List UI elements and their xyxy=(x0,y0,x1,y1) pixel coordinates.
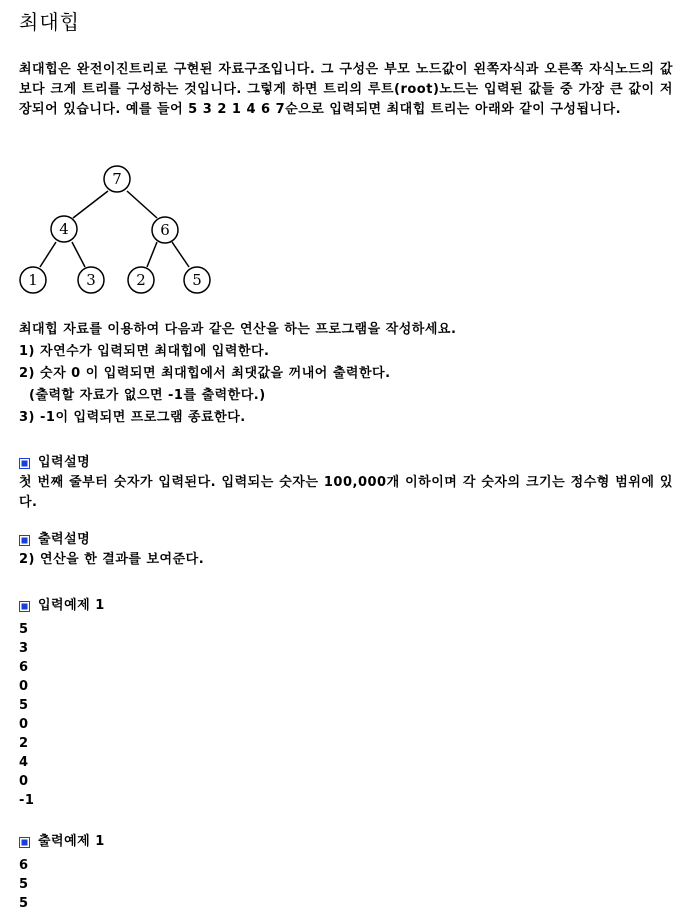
output-description-text: 2) 연산을 한 결과를 보여준다. xyxy=(19,552,205,567)
output-description-section xyxy=(19,530,204,570)
input-description-text: 첫 번째 줄부터 숫자가 입력된다. 입력되는 숫자는 100,000개 이하이며 각 숫자의 크기는 정수형 범위에 있다. xyxy=(19,475,673,510)
operation-2-note: (출력할 자료가 없으면 -1를 출력한다.) xyxy=(29,388,266,403)
operation-2: 2) 숫자 0 이 입력되면 최대힙에서 최댓값을 꺼내어 출력한다. xyxy=(19,366,391,381)
section-square-icon xyxy=(19,458,30,469)
page-title: 최대힙 xyxy=(19,10,80,34)
section-square-icon xyxy=(19,837,30,848)
input-example-line: 2 xyxy=(19,736,29,751)
input-example-line: 6 xyxy=(19,660,29,675)
input-example-line: 3 xyxy=(19,641,29,656)
edge-left-left xyxy=(40,242,56,267)
input-example-line: 5 xyxy=(19,698,29,713)
edge-right-left xyxy=(147,242,157,267)
node-right-label: 6 xyxy=(160,221,170,239)
section-square-icon xyxy=(19,535,30,546)
intro-paragraph: 최대힙은 완전이진트리로 구현된 자료구조입니다. 그 구성은 부모 노드값이 왼쪽자식과 오른쪽 자식노드의 값보다 크게 트리를 구성하는 것입니다. 그렇게 하면 트리의 루트(root)노드는 입력된 값들 중 가장 큰 값이 저장되어 있습니다. 예를 들어 5 3 2 1 4 6 7순으로 입력되면 최대힙 트리는 아래와 같이 구성됩니다. xyxy=(19,62,673,117)
input-example-line: -1 xyxy=(19,793,35,808)
output-example-line: 6 xyxy=(19,858,29,873)
output-example-section xyxy=(19,832,105,913)
input-example-line: 0 xyxy=(19,679,29,694)
edge-root-left xyxy=(73,191,108,218)
input-example-line: 4 xyxy=(19,755,29,770)
input-example-section xyxy=(19,596,105,810)
node-left-left-label: 1 xyxy=(28,271,38,289)
output-example-line: 5 xyxy=(19,877,29,892)
input-example-line: 0 xyxy=(19,774,29,789)
edge-left-right xyxy=(72,242,85,267)
output-description-heading: 출력설명 xyxy=(38,532,91,547)
input-example-heading: 입력예제 1 xyxy=(38,598,105,613)
node-left-label: 4 xyxy=(59,220,69,238)
output-example-line: 5 xyxy=(19,896,29,911)
section-square-icon xyxy=(19,601,30,612)
edge-root-right xyxy=(127,191,157,218)
node-left-right-label: 3 xyxy=(86,271,96,289)
node-root-label: 7 xyxy=(112,170,122,188)
operation-3: 3) -1이 입력되면 프로그램 종료한다. xyxy=(19,410,246,425)
operations-section xyxy=(19,319,456,429)
input-example-line: 5 xyxy=(19,622,29,637)
input-description-section xyxy=(19,453,673,513)
node-right-right-label: 5 xyxy=(192,271,202,289)
output-example-heading: 출력예제 1 xyxy=(38,834,105,849)
node-right-left-label: 2 xyxy=(136,271,146,289)
edge-right-right xyxy=(172,242,189,267)
operations-heading: 최대힙 자료를 이용하여 다음과 같은 연산을 하는 프로그램을 작성하세요. xyxy=(19,322,457,337)
operation-1: 1) 자연수가 입력되면 최대힙에 입력한다. xyxy=(19,344,270,359)
input-example-line: 0 xyxy=(19,717,29,732)
input-description-heading: 입력설명 xyxy=(38,455,91,470)
max-heap-tree-diagram xyxy=(15,160,225,300)
